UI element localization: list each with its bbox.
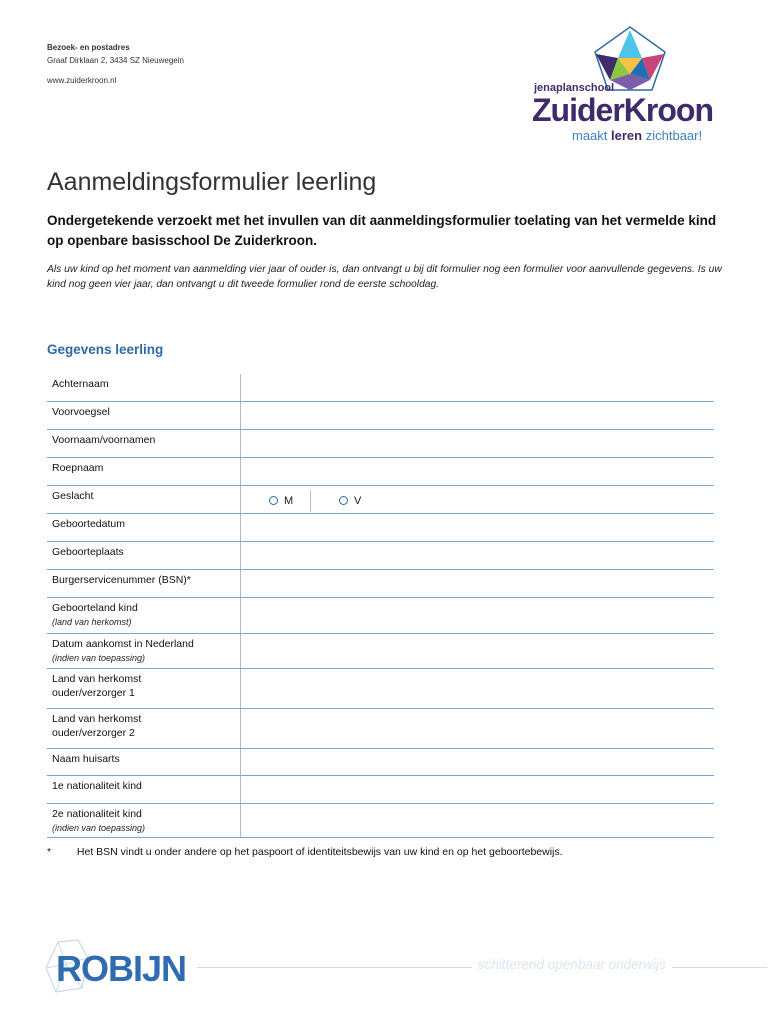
field-label: Voornaam/voornamen [52, 434, 156, 446]
radio-circle-icon[interactable] [269, 496, 278, 505]
gender-options [240, 486, 714, 513]
address-street: Graaf Dirklaan 2, 3434 SZ Nieuwegein [47, 56, 184, 65]
huisarts-input[interactable] [240, 749, 714, 775]
field-label [47, 598, 240, 633]
note-text: Als uw kind op het moment van aanmelding vier jaar of ouder is, dan ontvangt u bij dit formulier nog een formulier voor aanvullende gegevens. Is uw kind nog geen vier jaar, dan ontvangt u dit tweede formulier rond de eerste schooldag. [47, 264, 722, 290]
geboorteland-input[interactable] [240, 598, 714, 633]
gender-option-v[interactable] [311, 490, 381, 512]
field-label: Geboorteplaats [52, 546, 124, 558]
logo-tagline [572, 128, 702, 143]
achternaam-input[interactable] [240, 374, 714, 401]
radio-circle-icon[interactable] [339, 496, 348, 505]
logo-name: ZuiderKroon [532, 92, 713, 128]
logo-tag-bold: leren [611, 128, 643, 143]
footer-slogan: schitterend openbaar onderwijs [472, 957, 672, 972]
address-block [47, 41, 184, 87]
website-link[interactable]: www.zuiderkroon.nl [47, 76, 117, 85]
student-form-table [47, 374, 714, 838]
row-voornamen [47, 430, 714, 458]
field-label-main: 2e nationaliteit kind [52, 808, 142, 820]
field-label-main: Geboorteland kind [52, 602, 138, 614]
row-huisarts [47, 749, 714, 776]
nationaliteit1-input[interactable] [240, 776, 714, 803]
field-label: Naam huisarts [52, 753, 120, 765]
land-ouder2-input[interactable] [240, 709, 714, 748]
zuiderkroon-logo [530, 24, 730, 146]
section-title: Gegevens leerling [47, 342, 164, 357]
field-label: Voorvoegsel [52, 406, 110, 418]
row-datum-aankomst [47, 634, 714, 669]
field-label [47, 669, 240, 708]
field-label-line2: ouder/verzorger 2 [52, 727, 135, 739]
field-label: 1e nationaliteit kind [52, 780, 142, 792]
land-ouder1-input[interactable] [240, 669, 714, 708]
field-label-sub: (indien van toepassing) [52, 653, 146, 663]
field-label: Geboortedatum [52, 518, 125, 530]
footnote [47, 846, 563, 858]
field-label: Achternaam [52, 378, 109, 390]
logo-tag-prefix: maakt [572, 128, 608, 143]
row-voorvoegsel [47, 402, 714, 430]
footnote-mark: * [47, 846, 52, 858]
footnote-text: Het BSN vindt u onder andere op het paspoort of identiteitsbewijs van uw kind en op het geboortebewijs. [76, 846, 563, 858]
voorvoegsel-input[interactable] [240, 402, 714, 429]
logo-pre-text: jenaplanschool [534, 82, 615, 94]
gender-label-v: V [354, 494, 362, 507]
row-land-ouder1 [47, 669, 714, 709]
field-label-main: Land van herkomst [52, 713, 142, 725]
field-label [47, 634, 240, 668]
row-achternaam [47, 374, 714, 402]
row-geboorteplaats [47, 542, 714, 570]
gender-option-m[interactable] [241, 490, 311, 512]
row-geslacht [47, 486, 714, 514]
field-label: Burgerservicenummer (BSN)* [52, 574, 191, 586]
field-label: Roepnaam [52, 462, 104, 474]
page-title: Aanmeldingsformulier leerling [47, 168, 377, 196]
row-nationaliteit1 [47, 776, 714, 804]
address-heading: Bezoek- en postadres [47, 43, 130, 52]
row-roepnaam [47, 458, 714, 486]
field-label [47, 804, 240, 837]
geboorteplaats-input[interactable] [240, 542, 714, 569]
field-label: Geslacht [52, 490, 94, 502]
geboortedatum-input[interactable] [240, 514, 714, 541]
voornamen-input[interactable] [240, 430, 714, 457]
row-nationaliteit2 [47, 804, 714, 838]
roepnaam-input[interactable] [240, 458, 714, 485]
field-label-sub: (land van herkomst) [52, 617, 132, 627]
logo-tag-suffix: zichtbaar! [645, 128, 703, 143]
nationaliteit2-input[interactable] [240, 804, 714, 837]
field-label [47, 709, 240, 748]
datum-aankomst-input[interactable] [240, 634, 714, 668]
row-geboortedatum [47, 514, 714, 542]
row-bsn [47, 570, 714, 598]
row-land-ouder2 [47, 709, 714, 749]
field-label-main: Datum aankomst in Nederland [52, 638, 194, 650]
row-geboorteland [47, 598, 714, 634]
field-label-line2: ouder/verzorger 1 [52, 687, 135, 699]
gender-label-m: M [284, 494, 294, 507]
robijn-logo-text: ROBIJN [56, 948, 187, 989]
field-label-sub: (indien van toepassing) [52, 823, 146, 833]
field-label-main: Land van herkomst [52, 673, 142, 685]
bsn-input[interactable] [240, 570, 714, 597]
intro-text: Ondergetekende verzoekt met het invullen van dit aanmeldingsformulier toelating van het vermelde kind op openbare basisschool De Zuiderkroon. [47, 213, 717, 248]
